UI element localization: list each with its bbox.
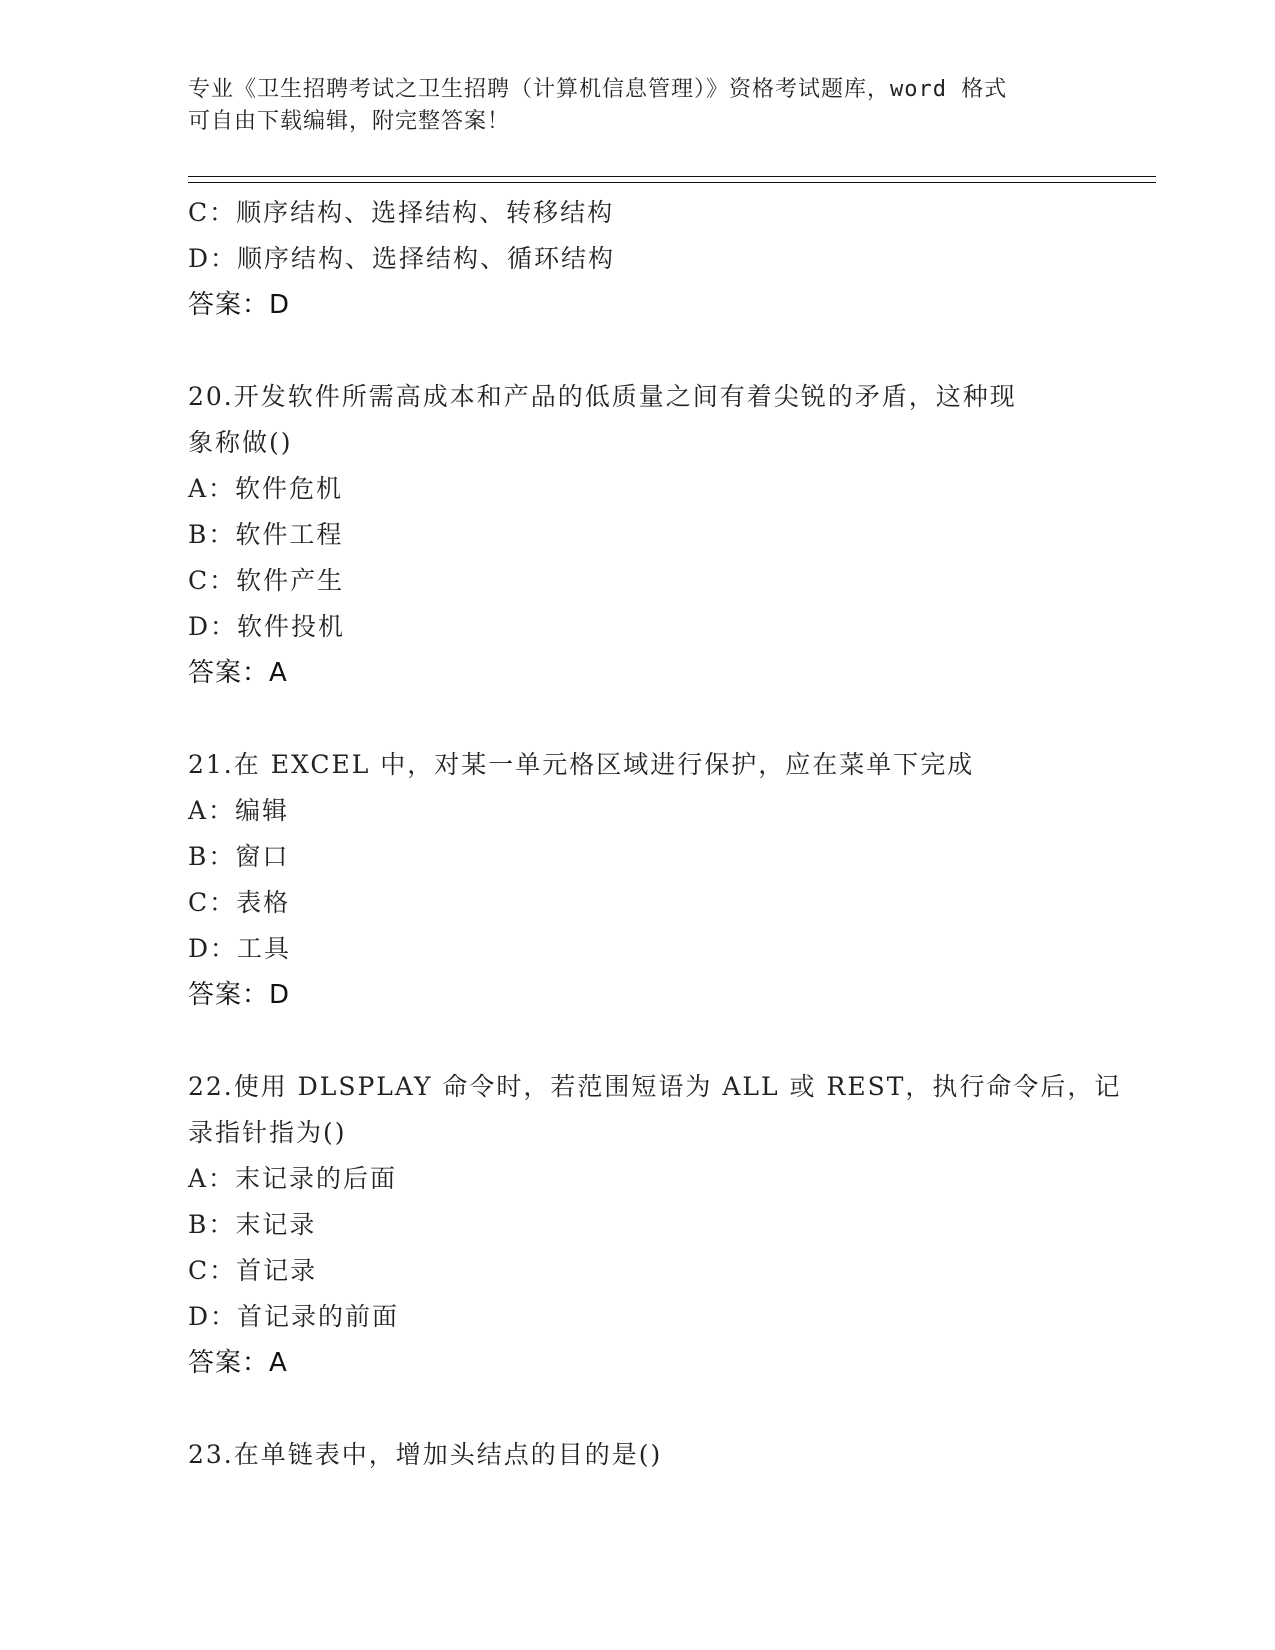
spacer xyxy=(188,328,1088,374)
answer: 答案：D xyxy=(188,980,291,1010)
option-d: D：顺序结构、选择结构、循环结构 xyxy=(188,244,616,273)
option-b: B：软件工程 xyxy=(188,520,344,549)
option-b: B：窗口 xyxy=(188,842,290,871)
question-23 xyxy=(188,1432,1088,1478)
option-c: C：表格 xyxy=(188,888,291,917)
question-20 xyxy=(188,374,1088,696)
option-d: D：工具 xyxy=(188,934,292,963)
option-b: B：末记录 xyxy=(188,1210,317,1239)
option-a: A：编辑 xyxy=(188,796,290,825)
document-header xyxy=(188,74,1068,138)
answer: 答案：A xyxy=(188,658,288,688)
header-line-1: 专业《卫生招聘考试之卫生招聘（计算机信息管理）》资格考试题库，word 格式 xyxy=(188,77,1008,102)
question-stem: 22.使用 DLSPLAY 命令时，若范围短语为 ALL 或 REST，执行命令后，记 xyxy=(188,1072,1122,1101)
spacer xyxy=(188,696,1088,742)
question-21 xyxy=(188,742,1088,1018)
option-a: A：软件危机 xyxy=(188,474,344,503)
header-line-2: 可自由下载编辑，附完整答案！ xyxy=(188,109,511,134)
option-c: C：顺序结构、选择结构、转移结构 xyxy=(188,198,615,227)
question-22 xyxy=(188,1064,1122,1386)
question-stem-continued: 象称做() xyxy=(188,428,293,457)
option-a: A：末记录的后面 xyxy=(188,1164,398,1193)
question-stem: 21.在 EXCEL 中，对某一单元格区域进行保护，应在菜单下完成 xyxy=(188,750,975,779)
answer: 答案：A xyxy=(188,1348,288,1378)
question-stem: 20.开发软件所需高成本和产品的低质量之间有着尖锐的矛盾，这种现 xyxy=(188,382,1017,411)
option-c: C：首记录 xyxy=(188,1256,318,1285)
option-d: D：首记录的前面 xyxy=(188,1302,400,1331)
question-list xyxy=(188,190,1122,1478)
answer: 答案：D xyxy=(188,290,291,320)
question-19 xyxy=(188,190,1088,328)
spacer xyxy=(188,1386,1088,1432)
header-divider-bottom xyxy=(188,182,1156,183)
question-stem-continued: 录指针指为() xyxy=(188,1118,347,1147)
question-stem: 23.在单链表中，增加头结点的目的是() xyxy=(188,1440,663,1469)
option-d: D：软件投机 xyxy=(188,612,346,641)
header-divider-top xyxy=(188,176,1156,177)
option-c: C：软件产生 xyxy=(188,566,345,595)
spacer xyxy=(188,1018,1088,1064)
